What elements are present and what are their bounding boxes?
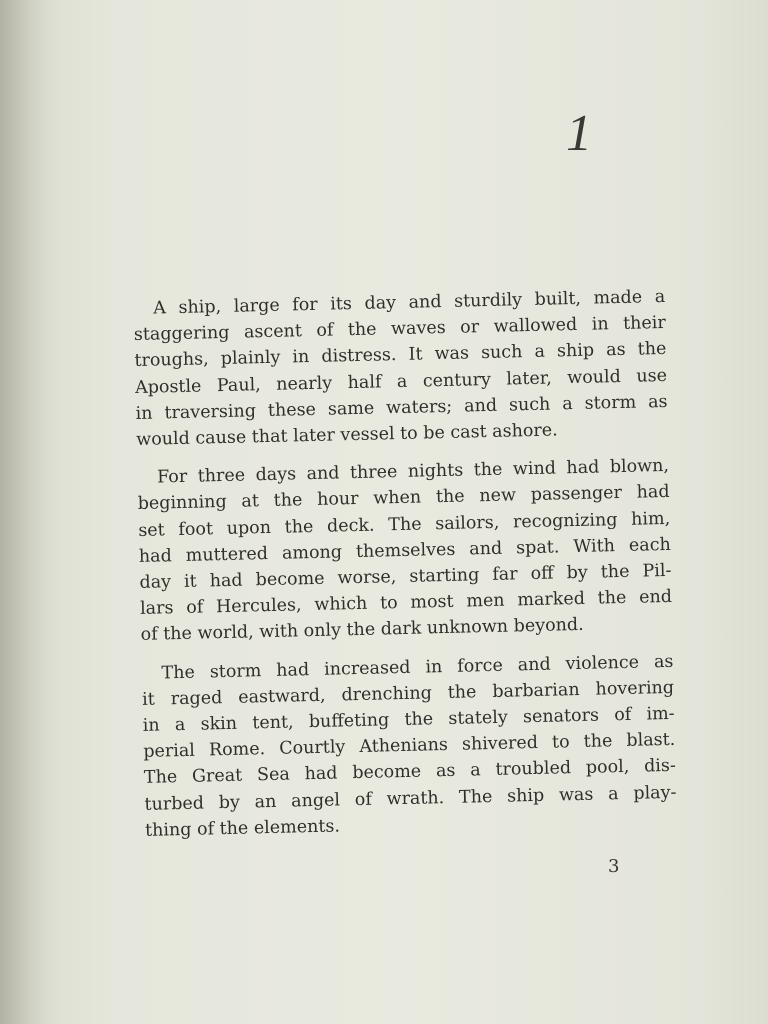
binding-gutter-shadow (0, 0, 60, 1024)
page-number: 3 (608, 856, 620, 877)
text-line: would cause that later vessel to be cast ashore. (136, 420, 558, 450)
paragraph-3 (141, 648, 677, 843)
text-line: For three days and three nights the wind had blown, (156, 456, 670, 488)
text-line: perial Rome. Courtly Athenians shivered to the blast. (143, 730, 676, 763)
text-line: beginning at the hour when the new passenger had (137, 482, 670, 515)
text-line: lars of Hercules, which to most men marked the end (139, 587, 673, 620)
text-line: of the world, with only the dark unknown beyond. (140, 615, 584, 646)
text-line: thing of the elements. (144, 816, 341, 841)
text-line: it raged eastward, drenching the barbarian hovering (141, 677, 675, 710)
text-line: set foot upon the deck. The sailors, recognizing him, (138, 508, 671, 541)
text-line: Apostle Paul, nearly half a century later, would use (134, 365, 668, 398)
paragraph-1 (133, 284, 668, 453)
body-text (133, 284, 678, 856)
text-line: troughs, plainly in distress. It was such a ship as the (134, 339, 667, 372)
text-line: day it had become worse, starting far off by the Pil- (139, 560, 672, 593)
text-line: A ship, large for its day and sturdily built, made a (153, 286, 666, 319)
text-line: turbed by an angel of wrath. The ship was a play- (144, 782, 677, 815)
text-line: The storm had increased in force and violence as (161, 651, 674, 684)
text-line: in a skin tent, buffeting the stately senators of im- (142, 703, 675, 736)
paragraph-2 (137, 453, 673, 648)
text-line: The Great Sea had become as a troubled pool, dis- (143, 756, 677, 789)
text-line: in traversing these same waters; and such a storm as (135, 391, 668, 424)
chapter-number: 1 (566, 105, 592, 162)
text-line: staggering ascent of the waves or wallowed in their (133, 313, 666, 346)
text-line: had muttered among themselves and spat. With each (138, 534, 672, 567)
